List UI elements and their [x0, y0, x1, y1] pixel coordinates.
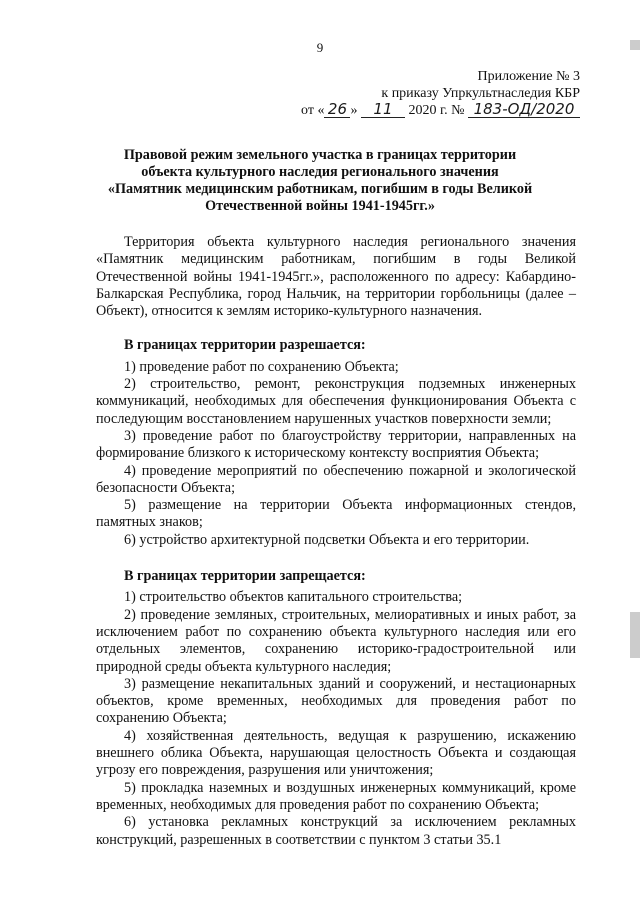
allowed-heading: В границах территории разрешается:: [124, 337, 366, 354]
forbidden-item: 2) проведение земляных, строительных, мелиоративных и иных работ, за исключением работ по сохранению объекта культурного наследия или его отдельных элементов, сохранению историко-градостроительной или природной среды объекта культурного наследия;: [96, 606, 576, 675]
title-line-1: Правовой режим земельного участка в границах территории: [123, 147, 517, 163]
order-day: 26: [324, 102, 350, 118]
allowed-item: 4) проведение мероприятий по обеспечению пожарной и экологической безопасности Объекта;: [96, 462, 576, 496]
order-date-mid: »: [350, 103, 358, 118]
document-title: [90, 147, 550, 215]
title-line-3: «Памятник медицинским работникам, погибшим в годы Великой: [107, 181, 533, 197]
annex-title: Приложение № 3: [477, 69, 580, 84]
order-month: 11: [361, 102, 405, 118]
forbidden-item: 3) размещение некапитальных зданий и сооружений, и нестационарных объектов, кроме временных, необходимых для проведения работ по сохранению Объекта;: [96, 675, 576, 727]
forbidden-heading: В границах территории запрещается:: [124, 568, 366, 585]
scan-edge-mark: [630, 612, 640, 658]
forbidden-item: 4) хозяйственная деятельность, ведущая к разрушению, искажению внешнего облика Объекта, нарушающая целостность Объекта и создающая угрозу его повреждения, разрушения или уничтожения;: [96, 727, 576, 779]
allowed-item: 1) проведение работ по сохранению Объекта;: [124, 358, 399, 375]
order-date-prefix: от «: [301, 103, 325, 118]
forbidden-item: 6) установка рекламных конструкций за исключением рекламных конструкций, разрешенных в соответствии с пунктом 3 статьи 35.1: [96, 814, 576, 848]
order-year: 2020 г. №: [408, 103, 465, 118]
title-line-4: Отечественной войны 1941-1945гг.»: [205, 198, 435, 214]
allowed-item: 5) размещение на территории Объекта информационных стендов, памятных знаков;: [96, 497, 576, 531]
document-body: [96, 234, 576, 849]
scan-edge-mark: [630, 40, 640, 50]
allowed-item: 6) устройство архитектурной подсветки Объекта и его территории.: [124, 531, 530, 548]
allowed-item: 3) проведение работ по благоустройству территории, направленных на формирование близкого к историческому контексту восприятия Объекта;: [96, 427, 576, 462]
title-line-2: объекта культурного наследия регионального значения: [141, 164, 499, 180]
forbidden-item: 1) строительство объектов капитального строительства;: [124, 589, 463, 606]
annex-order-ref: к приказу Упркультнаследия КБР: [381, 86, 580, 101]
annex-order-date: [301, 102, 580, 119]
allowed-item: 2) строительство, ремонт, реконструкция подземных инженерных коммуникаций, необходимых для обеспечения функционирования Объекта с последующим восстановлением нарушенных участков поверхности земли;: [96, 376, 576, 427]
forbidden-item: 5) прокладка наземных и воздушных инженерных коммуникаций, кроме временных, необходимых для проведения работ по сохранению Объекта;: [96, 779, 576, 813]
order-number: 183-ОД/2020: [468, 102, 580, 118]
intro-paragraph: Территория объекта культурного наследия регионального значения «Памятник медицинским работникам, погибшим в годы Великой Отечественной войны 1941-1945гг.», расположенного по адресу: Кабардино-Балкарская Республика, город Нальчик, на территории горбольницы (далее – Объект), относится к землям историко-культурного назначения.: [96, 234, 576, 320]
annex-block: [301, 68, 580, 119]
page-number: 9: [316, 40, 324, 55]
